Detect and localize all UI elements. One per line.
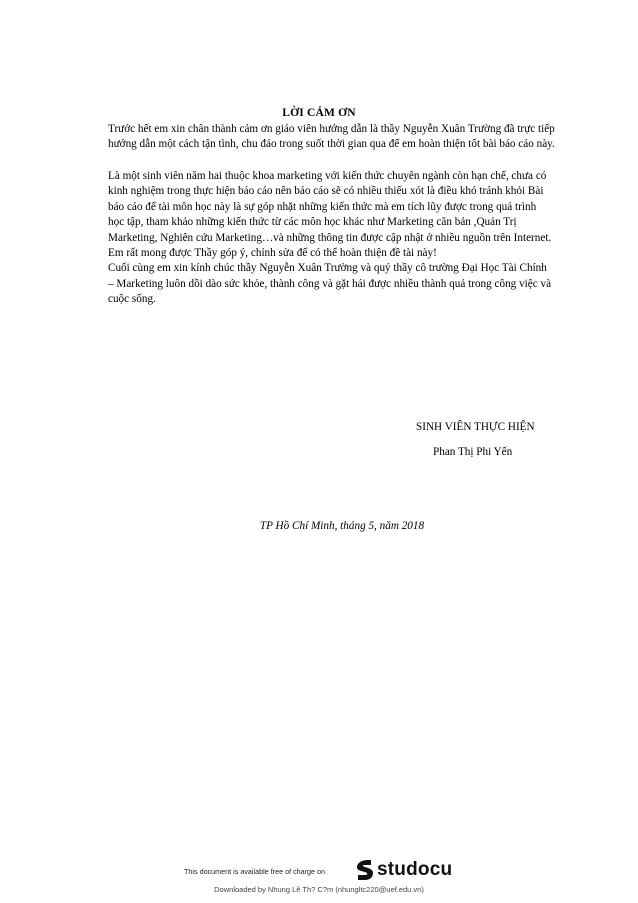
body-line: Là một sinh viên năm hai thuộc khoa marketing với kiến thức chuyên ngành còn hạn chế, chưa có <box>108 170 547 182</box>
body-line: – Marketing luôn dồi dào sức khỏe, thành công và gặt hái được nhiều thành quả trong công việc và <box>108 277 552 290</box>
place-date: TP Hồ Chí Minh, tháng 5, năm 2018 <box>259 520 425 532</box>
page-title: LỜI CẢM ƠN <box>282 107 356 119</box>
body-line: báo cáo để tài môn học này là sự góp nhặt những kiến thức mà em tích lũy được trong quá trình <box>108 200 537 213</box>
studocu-logo[interactable] <box>354 857 452 883</box>
signer-role: SINH VIÊN THỰC HIỆN <box>416 421 535 433</box>
body-line: kinh nghiệm trong thực hiện báo cáo nên báo cáo sẽ có nhiều thiếu xót là điều khó tránh khỏi Bài <box>108 185 544 198</box>
paragraph-body <box>108 169 586 308</box>
paragraph-intro: Trước hết em xin chân thành cảm ơn giáo viên hướng dẫn là thầy Nguyễn Xuân Trường đã trực tiếp hướng dẫn một cách tận tình, chu đáo trong suốt thời gian qua để em hoàn thiện tốt bài báo cáo này. <box>108 123 555 151</box>
studocu-logo-icon <box>354 858 374 882</box>
body-line: Marketing, Nghiên cứu Marketing…và những thông tin được cập nhật ở nhiều nguồn trên Internet. <box>108 231 552 244</box>
body-line: học tập, tham khảo những kiến thức từ các môn học khác như Marketing căn bản ,Quản Trị <box>108 216 517 229</box>
body-line: Em rất mong được Thầy góp ý, chỉnh sửa để có thể hoàn thiện đề tài này! <box>108 247 437 260</box>
signer-name: Phan Thị Phi Yến <box>433 446 513 458</box>
body-line: cuộc sống. <box>108 293 156 306</box>
download-info: Downloaded by Nhung Lê Th? C?m (nhungltc220@uef.edu.vn) <box>214 885 424 894</box>
footer-note: This document is available free of charge on <box>184 867 326 876</box>
body-line: Cuối cùng em xin kính chúc thầy Nguyễn Xuân Trường và quý thầy cô trường Đại Học Tài Chính <box>108 262 547 275</box>
studocu-brand-text: studocu <box>377 859 453 880</box>
